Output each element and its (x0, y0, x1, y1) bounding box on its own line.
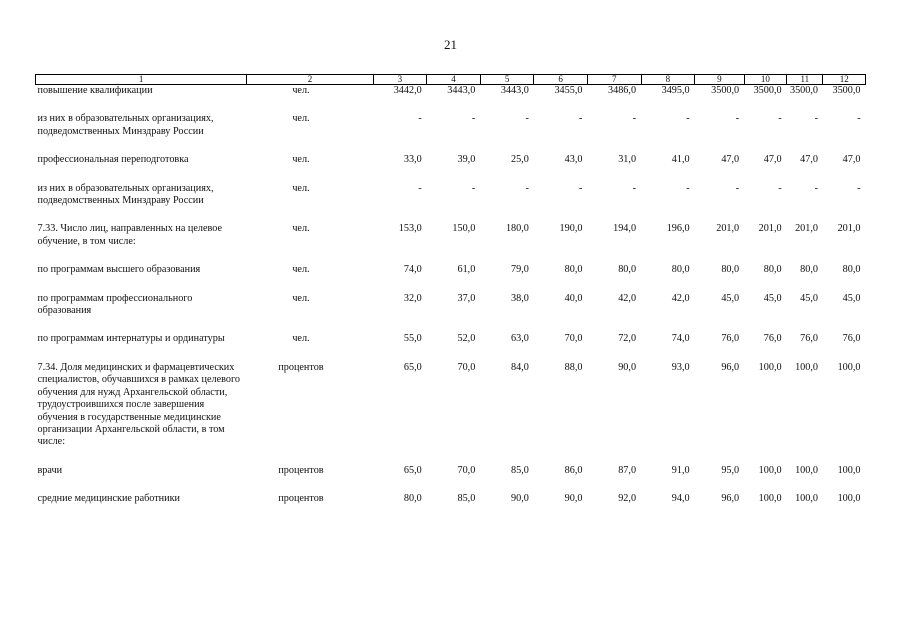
table-row (36, 293, 866, 318)
value-cell: 3500,0 (753, 85, 782, 96)
spacer-cell (36, 248, 866, 264)
value-cell: 196,0 (666, 223, 690, 235)
value-cell: 65,0 (403, 464, 422, 476)
value-cell: 91,0 (671, 464, 690, 476)
row-spacer (36, 97, 866, 113)
value-cell: - (471, 113, 476, 125)
indicator-name: из них в образовательных организациях, подведомственных Минздраву России (37, 113, 214, 137)
value-cell: 3455,0 (554, 85, 583, 96)
spacer-cell (36, 317, 866, 333)
value-cell: 25,0 (511, 154, 529, 166)
value-cell: 3500,0 (789, 85, 818, 96)
value-cell: 65,0 (403, 361, 422, 373)
row-spacer (36, 277, 866, 293)
value-cell: 55,0 (403, 333, 422, 345)
indicator-name: по программам профессионального образования (37, 292, 193, 317)
value-cell: 47,0 (800, 154, 818, 166)
value-cell: 201,0 (716, 223, 740, 235)
page-number: 21 (444, 37, 457, 52)
table-body (36, 85, 866, 506)
row-spacer (36, 207, 866, 223)
value-cell: - (735, 113, 740, 125)
spacer-cell (36, 477, 866, 493)
value-cell: 86,0 (564, 464, 583, 476)
value-cell: 92,0 (618, 493, 637, 505)
value-cell: 79,0 (511, 264, 529, 276)
spacer-cell (36, 449, 866, 465)
value-cell: 31,0 (618, 154, 637, 166)
value-cell: 194,0 (613, 223, 637, 235)
unit-cell: чел. (292, 113, 310, 125)
spacer-cell (36, 346, 866, 362)
value-cell: 84,0 (511, 361, 529, 373)
column-number: 2 (247, 75, 373, 85)
table-row (36, 333, 866, 345)
spacer-cell (36, 207, 866, 223)
value-cell: 45,0 (763, 292, 782, 304)
unit-cell: чел. (292, 154, 310, 166)
value-cell: 3500,0 (832, 85, 861, 96)
row-spacer (36, 346, 866, 362)
unit-cell: процентов (278, 493, 324, 505)
value-cell: 201,0 (837, 223, 861, 235)
indicator-name: средние медицинские работники (37, 493, 180, 505)
column-number: 6 (534, 75, 588, 85)
value-cell: - (686, 113, 690, 125)
value-cell: 45,0 (800, 292, 818, 304)
unit-cell: чел. (292, 264, 310, 276)
value-cell: 41,0 (671, 154, 690, 166)
value-cell: 40,0 (564, 292, 583, 304)
row-spacer (36, 167, 866, 183)
value-cell: - (418, 113, 422, 125)
value-cell: 70,0 (457, 361, 476, 373)
table-row (36, 362, 866, 449)
value-cell: 74,0 (403, 264, 422, 276)
value-cell: 3500,0 (711, 85, 740, 96)
row-spacer (36, 477, 866, 493)
value-cell: 3442,0 (393, 85, 422, 96)
value-cell: 74,0 (671, 333, 690, 345)
value-cell: 100,0 (758, 464, 782, 476)
value-cell: - (778, 182, 782, 194)
value-cell: 90,0 (564, 493, 583, 505)
value-cell: 100,0 (795, 361, 818, 373)
data-table (35, 74, 866, 506)
column-number-row (36, 75, 866, 85)
value-cell: 52,0 (457, 333, 476, 345)
value-cell: 47,0 (763, 154, 782, 166)
value-cell: - (778, 113, 782, 125)
value-cell: 32,0 (403, 292, 422, 304)
value-cell: 100,0 (795, 493, 818, 505)
value-cell: 94,0 (671, 493, 690, 505)
value-cell: - (418, 182, 422, 194)
value-cell: 90,0 (618, 361, 637, 373)
value-cell: 45,0 (842, 292, 861, 304)
value-cell: - (525, 182, 529, 194)
indicator-name: по программам высшего образования (37, 264, 201, 276)
value-cell: 38,0 (511, 292, 529, 304)
value-cell: - (857, 182, 861, 194)
table-row (36, 493, 866, 505)
value-cell: 85,0 (511, 464, 529, 476)
value-cell: 201,0 (795, 223, 818, 235)
table-row (36, 223, 866, 248)
value-cell: - (525, 113, 529, 125)
value-cell: 3495,0 (661, 85, 690, 96)
table-row (36, 183, 866, 208)
column-number: 7 (587, 75, 641, 85)
column-number: 9 (695, 75, 745, 85)
value-cell: - (579, 113, 583, 125)
unit-cell: чел. (292, 85, 310, 96)
column-number: 12 (823, 75, 866, 85)
value-cell: 3443,0 (447, 85, 476, 96)
value-cell: 153,0 (398, 223, 422, 235)
value-cell: 70,0 (457, 464, 476, 476)
row-spacer (36, 449, 866, 465)
value-cell: 100,0 (837, 493, 861, 505)
row-spacer (36, 248, 866, 264)
row-spacer (36, 317, 866, 333)
column-number: 4 (427, 75, 481, 85)
spacer-cell (36, 167, 866, 183)
value-cell: 100,0 (795, 464, 818, 476)
table-row (36, 154, 866, 166)
value-cell: 100,0 (758, 493, 782, 505)
value-cell: 95,0 (721, 464, 740, 476)
value-cell: - (735, 182, 740, 194)
value-cell: 180,0 (505, 223, 529, 235)
value-cell: 72,0 (618, 333, 637, 345)
column-number: 11 (787, 75, 823, 85)
value-cell: - (857, 113, 861, 125)
value-cell: 3486,0 (608, 85, 637, 96)
value-cell: 76,0 (800, 333, 818, 345)
value-cell: 80,0 (800, 264, 818, 276)
unit-cell: чел. (292, 182, 310, 194)
value-cell: 85,0 (457, 493, 476, 505)
indicator-name: 7.33. Число лиц, направленных на целевое обучение, в том числе: (37, 223, 222, 247)
value-cell: - (632, 113, 637, 125)
value-cell: - (632, 182, 637, 194)
unit-cell: чел. (292, 223, 310, 235)
table-row (36, 264, 866, 276)
value-cell: 42,0 (671, 292, 690, 304)
value-cell: 63,0 (511, 333, 529, 345)
unit-cell: чел. (292, 333, 310, 345)
table-row (36, 113, 866, 138)
value-cell: 80,0 (842, 264, 861, 276)
value-cell: 76,0 (763, 333, 782, 345)
value-cell: 47,0 (721, 154, 740, 166)
value-cell: 80,0 (671, 264, 690, 276)
value-cell: 70,0 (564, 333, 583, 345)
spacer-cell (36, 138, 866, 154)
value-cell: 76,0 (721, 333, 740, 345)
value-cell: - (814, 113, 818, 125)
table-row (36, 85, 866, 98)
unit-cell: процентов (278, 464, 324, 476)
value-cell: 90,0 (511, 493, 529, 505)
value-cell: 96,0 (721, 361, 740, 373)
indicator-name: из них в образовательных организациях, подведомственных Минздраву России (37, 182, 214, 207)
value-cell: 37,0 (457, 292, 476, 304)
value-cell: 100,0 (837, 464, 861, 476)
value-cell: 45,0 (721, 292, 740, 304)
value-cell: 201,0 (758, 223, 782, 235)
table-row (36, 465, 866, 477)
value-cell: 100,0 (758, 361, 782, 373)
unit-cell: процентов (278, 361, 324, 373)
column-number: 10 (744, 75, 786, 85)
indicator-name: врачи (37, 464, 63, 476)
column-number: 1 (36, 75, 247, 85)
value-cell: 93,0 (671, 361, 690, 373)
column-number: 3 (373, 75, 427, 85)
value-cell: 43,0 (564, 154, 583, 166)
unit-cell: чел. (292, 292, 310, 304)
value-cell: 190,0 (559, 223, 583, 235)
value-cell: 87,0 (618, 464, 637, 476)
spacer-cell (36, 97, 866, 113)
value-cell: 76,0 (842, 333, 861, 345)
value-cell: 88,0 (564, 361, 583, 373)
value-cell: 80,0 (721, 264, 740, 276)
value-cell: 100,0 (837, 361, 861, 373)
value-cell: - (814, 182, 818, 194)
column-number: 5 (480, 75, 534, 85)
value-cell: 47,0 (842, 154, 861, 166)
value-cell: 80,0 (763, 264, 782, 276)
value-cell: 96,0 (721, 493, 740, 505)
value-cell: 80,0 (618, 264, 637, 276)
indicator-name: 7.34. Доля медицинских и фармацевтических специалистов, обучавшихся в рамках целевого обучения для нужд Архангельской области, трудоустроившихся после завершения обучения в государственные медицинские организации Архангельской области, в том числе: (37, 361, 240, 448)
value-cell: 61,0 (457, 264, 476, 276)
value-cell: - (579, 182, 583, 194)
value-cell: 150,0 (452, 223, 476, 235)
value-cell: 3443,0 (500, 85, 529, 96)
indicator-name: по программам интернатуры и ординатуры (37, 333, 225, 345)
value-cell: - (471, 182, 476, 194)
value-cell: 80,0 (403, 493, 422, 505)
value-cell: 42,0 (618, 292, 637, 304)
value-cell: 33,0 (403, 154, 422, 166)
indicator-name: повышение квалификации (37, 85, 153, 96)
spacer-cell (36, 277, 866, 293)
indicator-name: профессиональная переподготовка (37, 154, 189, 166)
value-cell: - (686, 182, 690, 194)
value-cell: 39,0 (457, 154, 476, 166)
row-spacer (36, 138, 866, 154)
column-number: 8 (641, 75, 695, 85)
value-cell: 80,0 (564, 264, 583, 276)
